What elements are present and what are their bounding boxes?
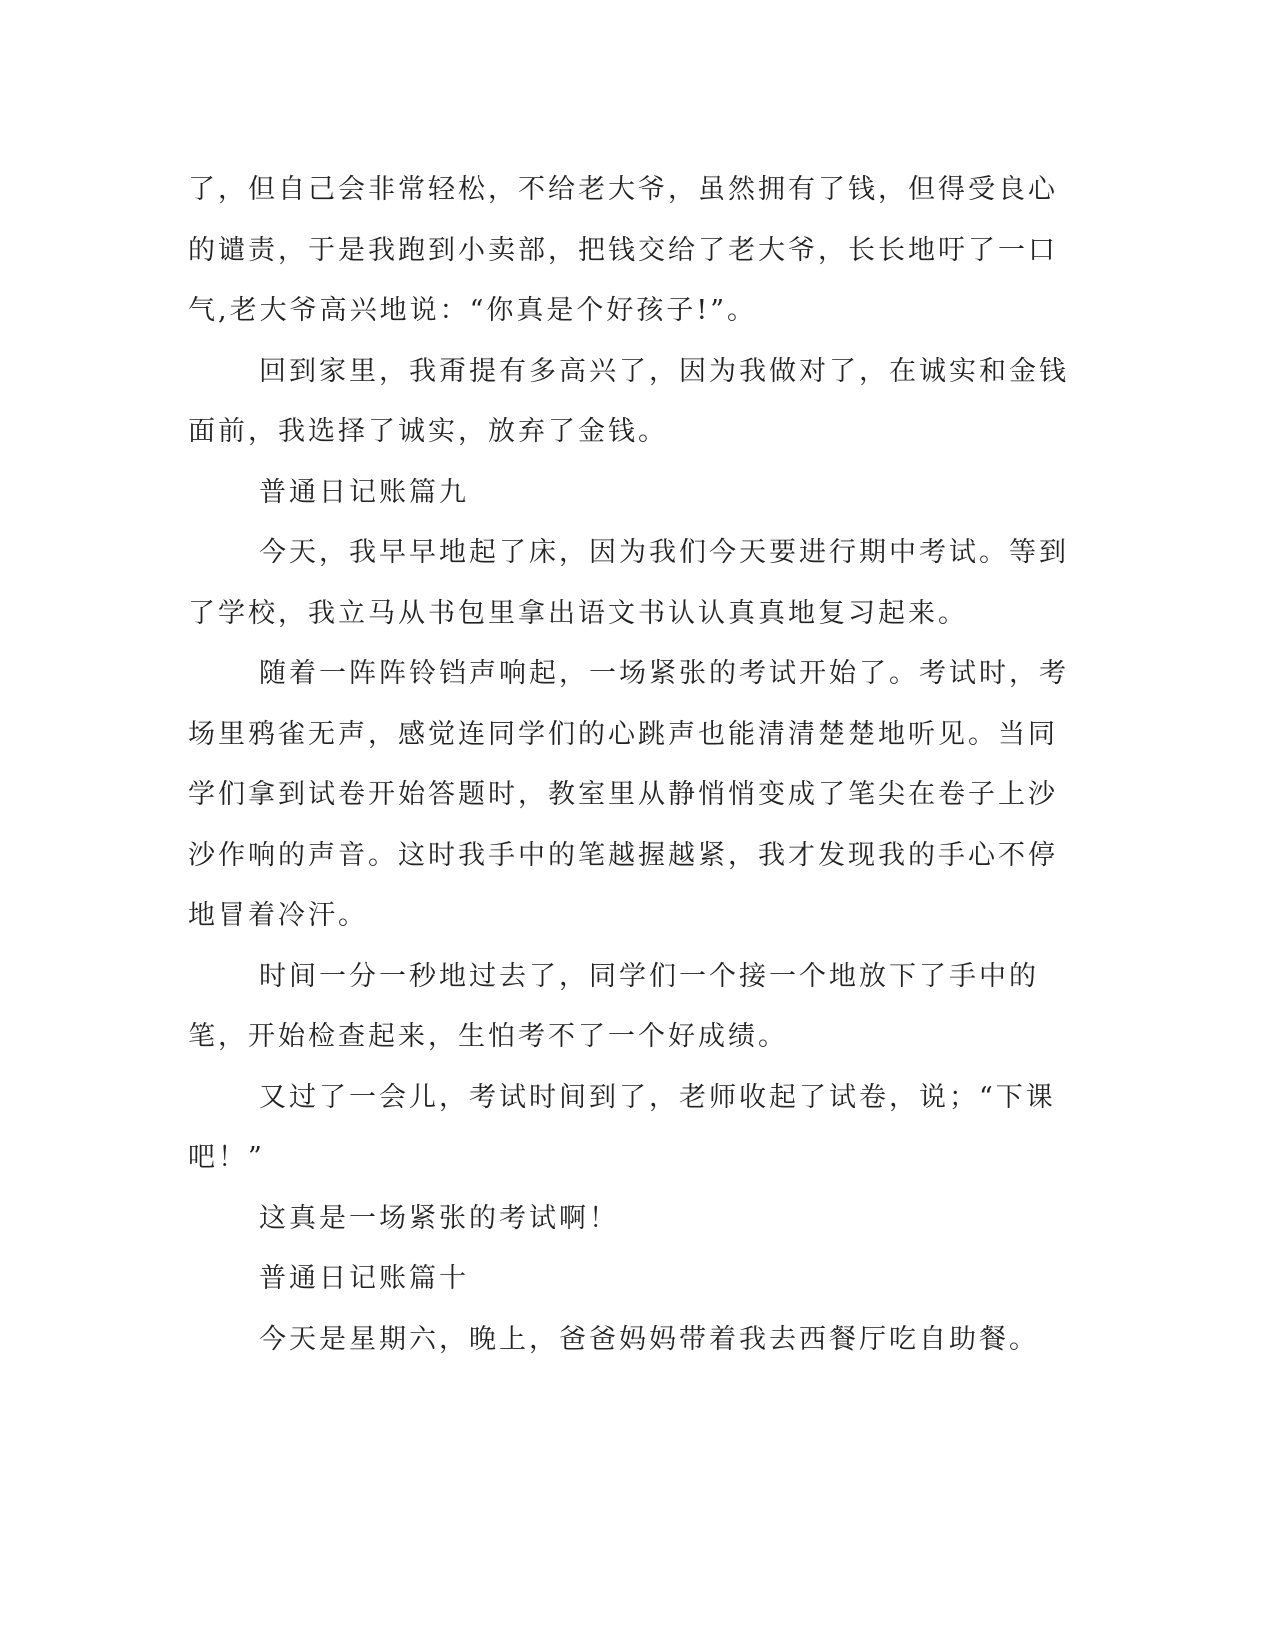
section-heading: 普通日记账篇九: [259, 476, 469, 508]
paragraph: 了，但自己会非常轻松，不给老大爷，虽然拥有了钱，但得受良心的谴责，于是我跑到小卖部，把钱交给了老大爷，长长地吁了一口气,老大爷高兴地说：“你真是个好孩子!”。: [188, 174, 1058, 326]
section-heading: 普通日记账篇十: [259, 1263, 469, 1294]
paragraph: 这真是一场紧张的考试啊！: [259, 1202, 619, 1234]
paragraph: 今天是星期六，晚上，爸爸妈妈带着我去西餐厅吃自助餐。: [259, 1323, 1039, 1355]
paragraph: 时间一分一秒地过去了，同学们一个接一个地放下了手中的笔，开始检查起来，生怕考不了一个好成绩。: [188, 960, 1039, 1052]
paragraph: 又过了一会儿，考试时间到了，老师收起了试卷，说；“下课吧！”: [188, 1081, 1056, 1173]
document-body: [188, 160, 1073, 1370]
paragraph: 今天，我早早地起了床，因为我们今天要进行期中考试。等到了学校，我立马从书包里拿出语文书认认真真地复习起来。: [188, 537, 1069, 629]
paragraph: 回到家里，我甭提有多高兴了，因为我做对了，在诚实和金钱面前，我选择了诚实，放弃了金钱。: [188, 355, 1069, 447]
paragraph: 随着一阵阵铃铛声响起，一场紧张的考试开始了。考试时，考场里鸦雀无声，感觉连同学们的心跳声也能清清楚楚地听见。当同学们拿到试卷开始答题时，教室里从静悄悄变成了笔尖在卷子上沙沙作响的声音。这时我手中的笔越握越紧，我才发现我的手心不停地冒着冷汗。: [188, 658, 1069, 931]
